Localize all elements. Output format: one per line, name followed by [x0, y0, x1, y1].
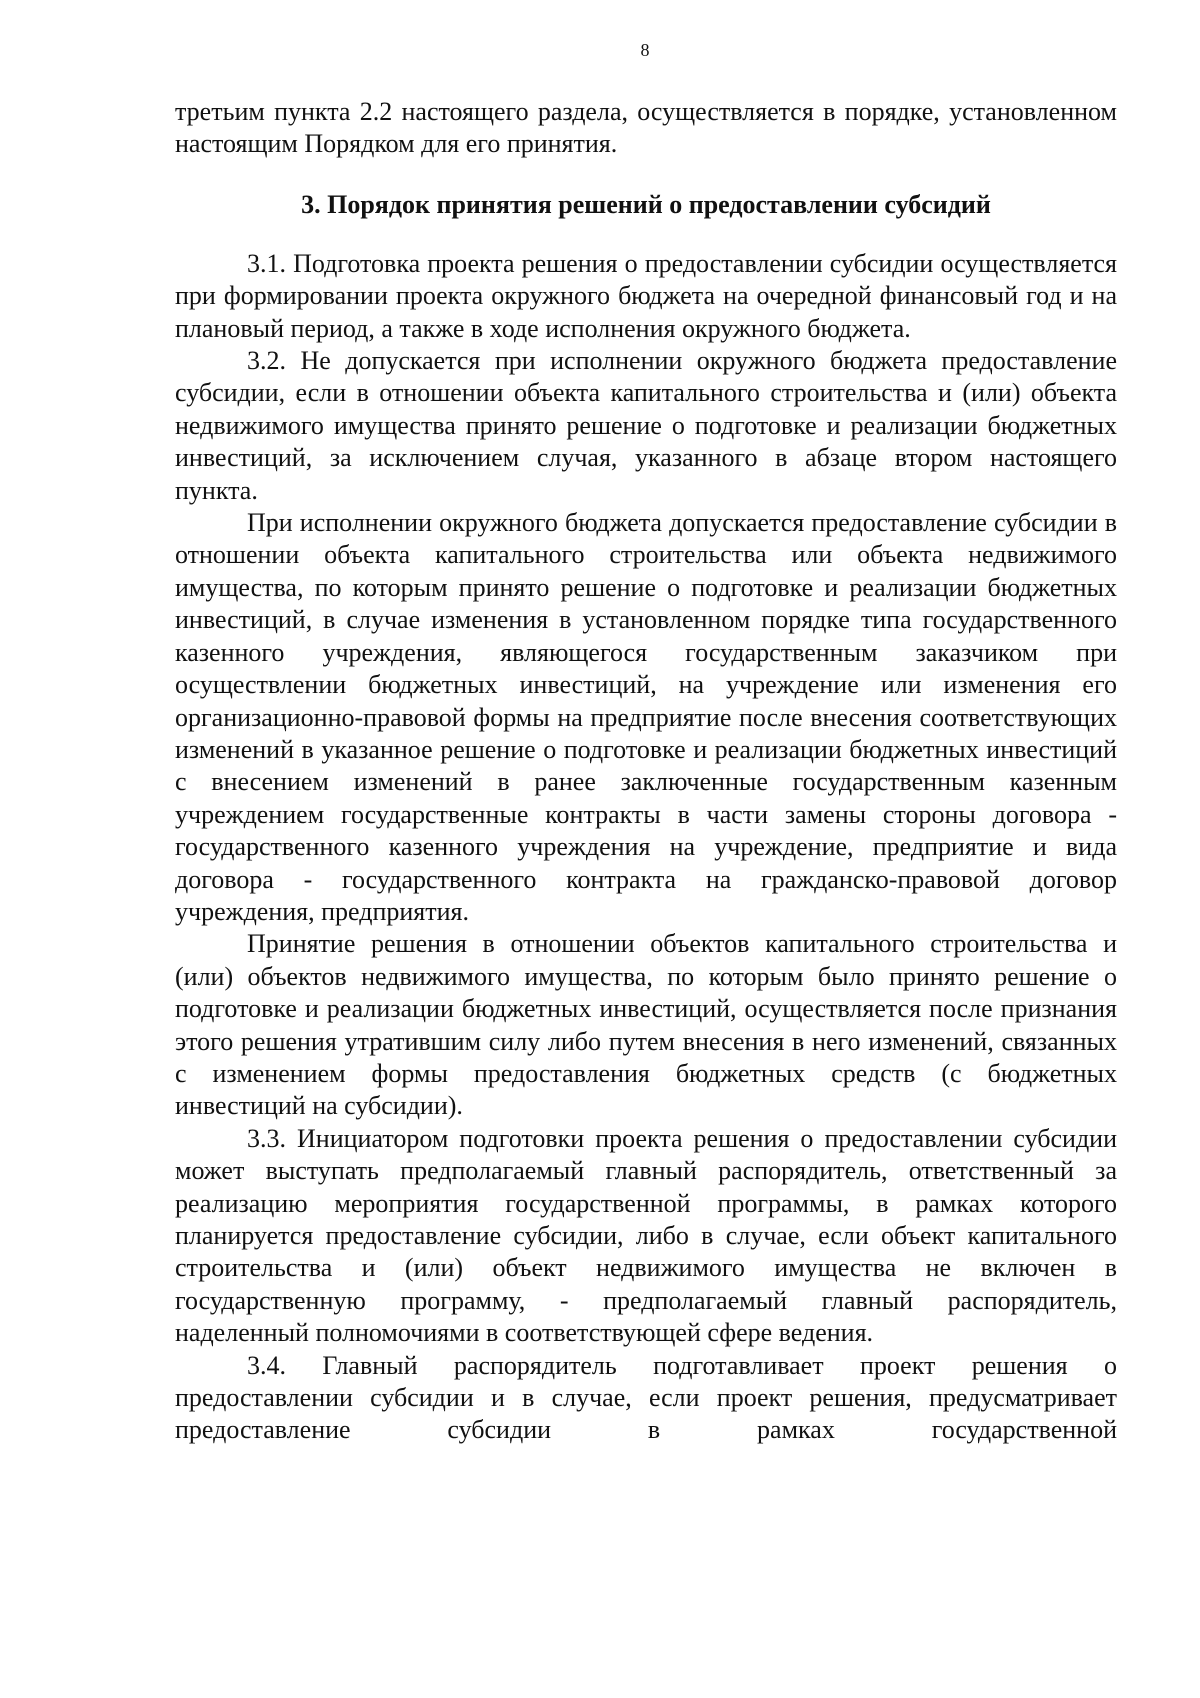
page-number: 8	[640, 40, 650, 60]
paragraph-3-2-second: При исполнении окружного бюджета допускается предоставление субсидии в отношении объекта капитального строительства или объекта недвижимого имущества, по которым принято решение о подготовке и реализации бюджетных инвестиций, в случае изменения в установленном порядке типа государственного казенного учреждения, являющегося государственным заказчиком при осуществлении бюджетных инвестиций, на учреждение или изменения его организационно-правовой формы на предприятие после внесения соответствующих изменений в указанное решение о подготовке и реализации бюджетных инвестиций с внесением изменений в ранее заключенные государственным казенным учреждением государственные контракты в части замены стороны договора - государственного казенного учреждения на учреждение, предприятие и вида договора - государственного контракта на гражданско-правовой договор учреждения, предприятия.	[175, 508, 1117, 926]
paragraph-3-4: 3.4. Главный распорядитель подготавливает проект решения о предоставлении субсидии и в случае, если проект решения, предусматривает предоставление субсидии в рамках государственной	[175, 1350, 1117, 1445]
document-body	[175, 96, 1117, 1447]
paragraph-3-2-third: Принятие решения в отношении объектов капитального строительства и (или) объектов недвижимого имущества, по которым было принято решение о подготовке и реализации бюджетных инвестиций, осуществляется после признания этого решения утратившим силу либо путем внесения в него изменений, связанных с изменением формы предоставления бюджетных средств (с бюджетных инвестиций на субсидии).	[175, 929, 1117, 1121]
paragraph-continuation: третьим пункта 2.2 настоящего раздела, осуществляется в порядке, установленном настоящим Порядком для его принятия.	[175, 97, 1117, 159]
paragraph-3-2: 3.2. Не допускается при исполнении окружного бюджета предоставление субсидии, если в отношении объекта капитального строительства и (или) объекта недвижимого имущества принято решение о подготовке и реализации бюджетных инвестиций, за исключением случая, указанного в абзаце втором настоящего пункта.	[175, 346, 1117, 505]
paragraph-3-3: 3.3. Инициатором подготовки проекта решения о предоставлении субсидии может выступать предполагаемый главный распорядитель, ответственный за реализацию мероприятия государственной программы, в рамках которого планируется предоставление субсидии, либо в случае, если объект капитального строительства и (или) объект недвижимого имущества не включен в государственную программу, - предполагаемый главный распорядитель, наделенный полномочиями в соответствующей сфере ведения.	[175, 1123, 1117, 1348]
section-heading: 3. Порядок принятия решений о предоставлении субсидий	[301, 189, 991, 219]
paragraph-3-1: 3.1. Подготовка проекта решения о предоставлении субсидии осуществляется при формировании проекта окружного бюджета на очередной финансовый год и на плановый период, а также в ходе исполнения окружного бюджета.	[175, 248, 1117, 343]
